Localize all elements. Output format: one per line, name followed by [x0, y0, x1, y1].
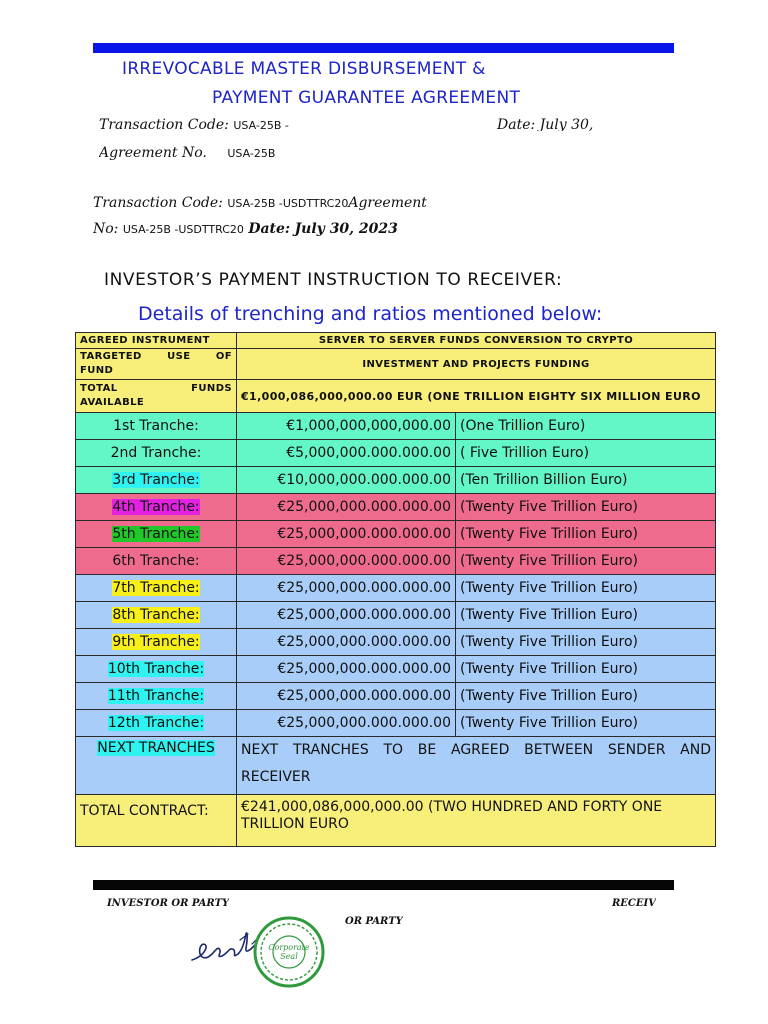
- tranche-words: (Twenty Five Trillion Euro): [456, 710, 716, 737]
- tranche-row: [76, 575, 716, 602]
- tranche-row: [76, 656, 716, 683]
- instruction-title: INVESTOR’S PAYMENT INSTRUCTION TO RECEIVER:: [104, 270, 563, 290]
- transaction-code-label: Transaction Code:: [99, 117, 229, 131]
- tranche-label: 6th Tranche:: [76, 548, 237, 575]
- tranche-row: [76, 683, 716, 710]
- date-value: July 30,: [539, 117, 594, 131]
- tranche-row: [76, 710, 716, 737]
- title-line-2: PAYMENT GUARANTEE AGREEMENT: [212, 88, 521, 108]
- sub-date-value: July 30, 2023: [294, 221, 398, 237]
- top-rule: [93, 43, 674, 53]
- tranche-row: [76, 440, 716, 467]
- tranche-label: 8th Tranche:: [76, 602, 237, 629]
- header-date: [497, 117, 593, 131]
- total-contract-value: €241,000,086,000,000.00 (TWO HUNDRED AND FORTY ONE TRILLION EURO: [237, 795, 716, 847]
- tranche-words: (Twenty Five Trillion Euro): [456, 683, 716, 710]
- total-funds-label: TOTAL FUNDS AVAILABLE: [76, 380, 237, 413]
- tranche-words: (Twenty Five Trillion Euro): [456, 656, 716, 683]
- tranche-amount: €25,000,000.000.000.00: [237, 710, 456, 737]
- total-contract-label: TOTAL CONTRACT:: [76, 795, 237, 847]
- tranche-amount: €25,000,000.000.000.00: [237, 521, 456, 548]
- tranche-amount: €10,000,000.000.000.00: [237, 467, 456, 494]
- next-tranches-value: NEXT TRANCHES TO BE AGREED BETWEEN SENDER AND RECEIVER: [237, 737, 716, 795]
- receiver-label: RECEIV: [612, 898, 656, 906]
- sub-transaction-code-label: Transaction Code:: [93, 195, 223, 211]
- tranche-label: 10th Tranche:: [76, 656, 237, 683]
- tranche-amount: €25,000,000.000.000.00: [237, 548, 456, 575]
- sub-transaction-code-value: USA-25B -USDTTRC20: [227, 197, 349, 210]
- header-transaction-code: [99, 117, 289, 131]
- row-targeted-use: [76, 349, 716, 380]
- subheader-line-2: [93, 221, 398, 241]
- tranche-words: (Twenty Five Trillion Euro): [456, 494, 716, 521]
- svg-text:Seal: Seal: [280, 952, 298, 961]
- agreed-instrument-value: SERVER TO SERVER FUNDS CONVERSION TO CRYPTO: [237, 333, 716, 349]
- agreed-instrument-label: AGREED INSTRUMENT: [76, 333, 237, 349]
- tranche-amount: €25,000,000.000.000.00: [237, 575, 456, 602]
- tranche-amount: €25,000,000.000.000.00: [237, 602, 456, 629]
- tranche-words: ( Five Trillion Euro): [456, 440, 716, 467]
- row-agreed-instrument: [76, 333, 716, 349]
- or-party-label: OR PARTY: [345, 916, 403, 924]
- tranche-row: [76, 548, 716, 575]
- agreement-no-value: USA-25B: [227, 147, 276, 160]
- tranche-amount: €1,000,000,000,000.00: [237, 413, 456, 440]
- tranche-amount: €25,000,000.000.000.00: [237, 629, 456, 656]
- agreement-no-label: Agreement No.: [99, 145, 207, 160]
- tranche-amount: €25,000,000.000.000.00: [237, 656, 456, 683]
- bottom-rule: [93, 880, 674, 890]
- tranche-amount: €25,000,000.000.000.00: [237, 494, 456, 521]
- tranche-label: 5th Tranche:: [76, 521, 237, 548]
- tranche-row: [76, 413, 716, 440]
- tranche-row: [76, 629, 716, 656]
- tranche-words: (Twenty Five Trillion Euro): [456, 575, 716, 602]
- tranche-words: (Twenty Five Trillion Euro): [456, 602, 716, 629]
- tranche-row: [76, 494, 716, 521]
- details-title: Details of trenching and ratios mentioned below:: [138, 303, 603, 325]
- tranche-words: (One Trillion Euro): [456, 413, 716, 440]
- date-label: Date:: [497, 117, 536, 131]
- row-total-funds: [76, 380, 716, 413]
- sub-no-label: No:: [93, 221, 119, 237]
- tranche-label: 4th Tranche:: [76, 494, 237, 521]
- tranche-words: (Twenty Five Trillion Euro): [456, 629, 716, 656]
- total-funds-value: €1,000,086,000,000.00 EUR (ONE TRILLION EIGHTY SIX MILLION EURO: [237, 380, 716, 413]
- corporate-seal-icon: [252, 915, 326, 989]
- sub-no-value: USA-25B -USDTTRC20: [122, 223, 244, 236]
- sub-agreement-label: Agreement: [348, 195, 427, 211]
- tranche-label: 2nd Tranche:: [76, 440, 237, 467]
- tranche-label: 11th Tranche:: [76, 683, 237, 710]
- header-agreement-no: [99, 145, 275, 160]
- next-tranches-label: NEXT TRANCHES: [76, 737, 237, 795]
- tranche-words: (Ten Trillion Billion Euro): [456, 467, 716, 494]
- tranche-row: [76, 521, 716, 548]
- sub-date-label: Date:: [248, 221, 291, 237]
- tranche-label: 1st Tranche:: [76, 413, 237, 440]
- tranche-words: (Twenty Five Trillion Euro): [456, 548, 716, 575]
- tranche-row: [76, 602, 716, 629]
- transaction-code-value: USA-25B -: [233, 119, 289, 131]
- tranche-row: [76, 467, 716, 494]
- tranche-label: 3rd Tranche:: [76, 467, 237, 494]
- row-next-tranches: [76, 737, 716, 795]
- targeted-use-value: INVESTMENT AND PROJECTS FUNDING: [237, 349, 716, 380]
- subheader-line-1: [93, 195, 427, 215]
- tranche-label: 7th Tranche:: [76, 575, 237, 602]
- tranche-words: (Twenty Five Trillion Euro): [456, 521, 716, 548]
- targeted-use-label: TARGETED USE OF FUND: [76, 349, 237, 380]
- svg-text:Corporate: Corporate: [268, 943, 310, 952]
- tranche-amount: €25,000,000.000.000.00: [237, 683, 456, 710]
- tranche-label: 9th Tranche:: [76, 629, 237, 656]
- row-total-contract: [76, 795, 716, 847]
- tranche-amount: €5,000,000.000.000.00: [237, 440, 456, 467]
- tranche-label: 12th Tranche:: [76, 710, 237, 737]
- title-line-1: IRREVOCABLE MASTER DISBURSEMENT &: [122, 59, 486, 79]
- investor-label: INVESTOR OR PARTY: [107, 898, 230, 906]
- tranche-table: [75, 332, 716, 847]
